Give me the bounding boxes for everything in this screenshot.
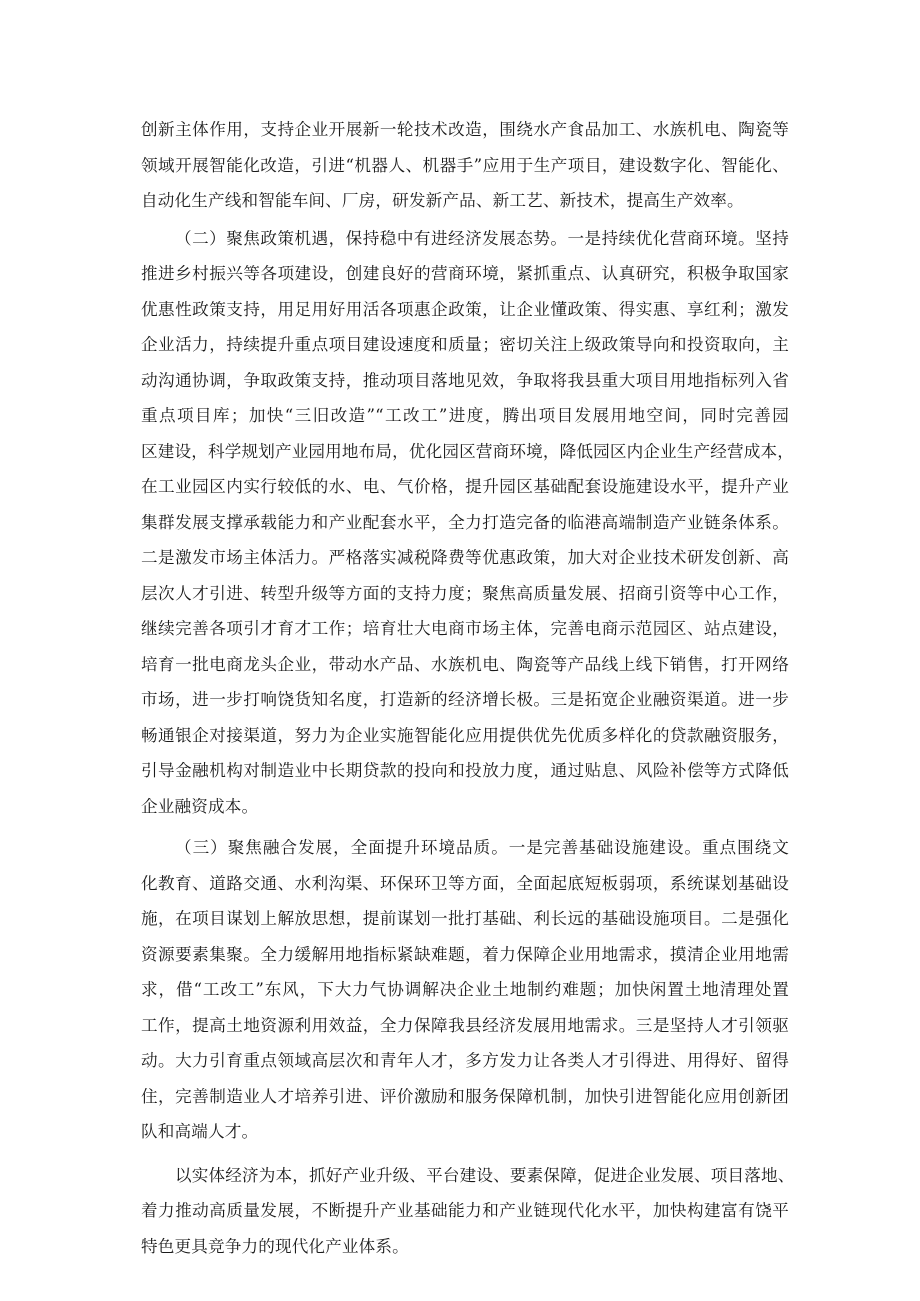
paragraph-3 [141, 830, 789, 1150]
text-line: 集群发展支撑承载能力和产业配套水平，全力打造完备的临港高端制造产业链条体系。 [141, 512, 789, 532]
text-line: 在工业园区内实行较低的水、电、气价格，提升园区基础配套设施建设水平，提升产业 [141, 477, 789, 496]
text-line: 自动化生产线和智能车间、厂房，研发新产品、新工艺、新技术，提高生产效率。 [141, 191, 744, 210]
paragraph-4 [141, 1158, 795, 1265]
text-line: 领域开展智能化改造，引进“机器人、机器手”应用于生产项目，建设数字化、智能化、 [141, 155, 789, 175]
text-line: 优惠性政策支持，用足用好用活各项惠企政策，让企业懂政策、得实惠、享红利；激发 [141, 299, 789, 319]
text-line: 继续完善各项引才育才工作；培育壮大电商市场主体，完善电商示范园区、站点建设， [141, 619, 789, 638]
text-line: 着力推动高质量发展，不断提升产业基础能力和产业链现代化水平，加快构建富有饶平 [141, 1201, 789, 1220]
text-line: （三）聚焦融合发展，全面提升环境品质。一是完善基础设施建设。重点围绕文 [175, 838, 789, 857]
text-line: 企业融资成本。 [141, 796, 259, 816]
text-line: 推进乡村振兴等各项建设，创建良好的营商环境，紧抓重点、认真研究，积极争取国家 [141, 264, 789, 283]
text-line: 求，借“工改工”东风，下大力气协调解决企业土地制约难题；加快闲置土地清理处置 [141, 980, 789, 999]
text-line: 动。大力引育重点领域高层次和青年人才，多方发力让各类人才引得进、用得好、留得 [141, 1051, 789, 1070]
text-line: 重点项目库；加快“三旧改造”“工改工”进度，腾出项目发展用地空间，同时完善园 [141, 406, 789, 425]
text-line: 畅通银企对接渠道，努力为企业实施智能化应用提供优先优质多样化的贷款融资服务， [141, 725, 789, 745]
text-line: 二是激发市场主体活力。严格落实减税降费等优惠政策，加大对企业技术研发创新、高 [141, 548, 789, 567]
text-line: 培育一批电商龙头企业，带动水产品、水族机电、陶瓷等产品线上线下销售，打开网络 [141, 654, 789, 674]
text-line: 层次人才引进、转型升级等方面的支持力度；聚焦高质量发展、招商引资等中心工作， [141, 583, 789, 603]
paragraph-2 [141, 221, 795, 825]
text-line: 资源要素集聚。全力缓解用地指标紧缺难题，着力保障企业用地需求，摸清企业用地需 [141, 944, 789, 964]
paragraph-1 [141, 112, 789, 219]
text-line: 创新主体作用，支持企业开展新一轮技术改造，围绕水产食品加工、水族机电、陶瓷等 [141, 120, 789, 139]
text-line: 特色更具竞争力的现代化产业体系。 [141, 1236, 409, 1256]
text-line: 住，完善制造业人才培养引进、评价激励和服务保障机制，加快引进智能化应用创新团 [141, 1086, 789, 1106]
text-line: 动沟通协调，争取政策支持，推动项目落地见效，争取将我县重大项目用地指标列入省 [141, 370, 789, 390]
text-line: 工作，提高土地资源利用效益，全力保障我县经济发展用地需求。三是坚持人才引领驱 [141, 1015, 789, 1035]
text-line: 施，在项目谋划上解放思想，提前谋划一批打基础、利长远的基础设施项目。二是强化 [141, 909, 789, 928]
text-line: 引导金融机构对制造业中长期贷款的投向和投放力度，通过贴息、风险补偿等方式降低 [141, 761, 789, 780]
text-line: 以实体经济为本，抓好产业升级、平台建设、要素保障，促进企业发展、项目落地、 [175, 1165, 795, 1185]
text-line: （二）聚焦政策机遇，保持稳中有进经济发展态势。一是持续优化营商环境。坚持 [175, 228, 789, 248]
text-line: 队和高端人才。 [141, 1122, 259, 1141]
text-line: 区建设，科学规划产业园用地布局，优化园区营商环境，降低园区内企业生产经营成本， [141, 441, 795, 461]
text-line: 市场，进一步打响饶货知名度，打造新的经济增长极。三是拓宽企业融资渠道。进一步 [141, 690, 789, 709]
document-body [141, 112, 795, 1264]
text-line: 化教育、道路交通、水利沟渠、环保环卫等方面，全面起底短板弱项，系统谋划基础设 [141, 873, 789, 893]
text-line: 企业活力，持续提升重点项目建设速度和质量；密切关注上级政策导向和投资取向，主 [141, 335, 789, 354]
